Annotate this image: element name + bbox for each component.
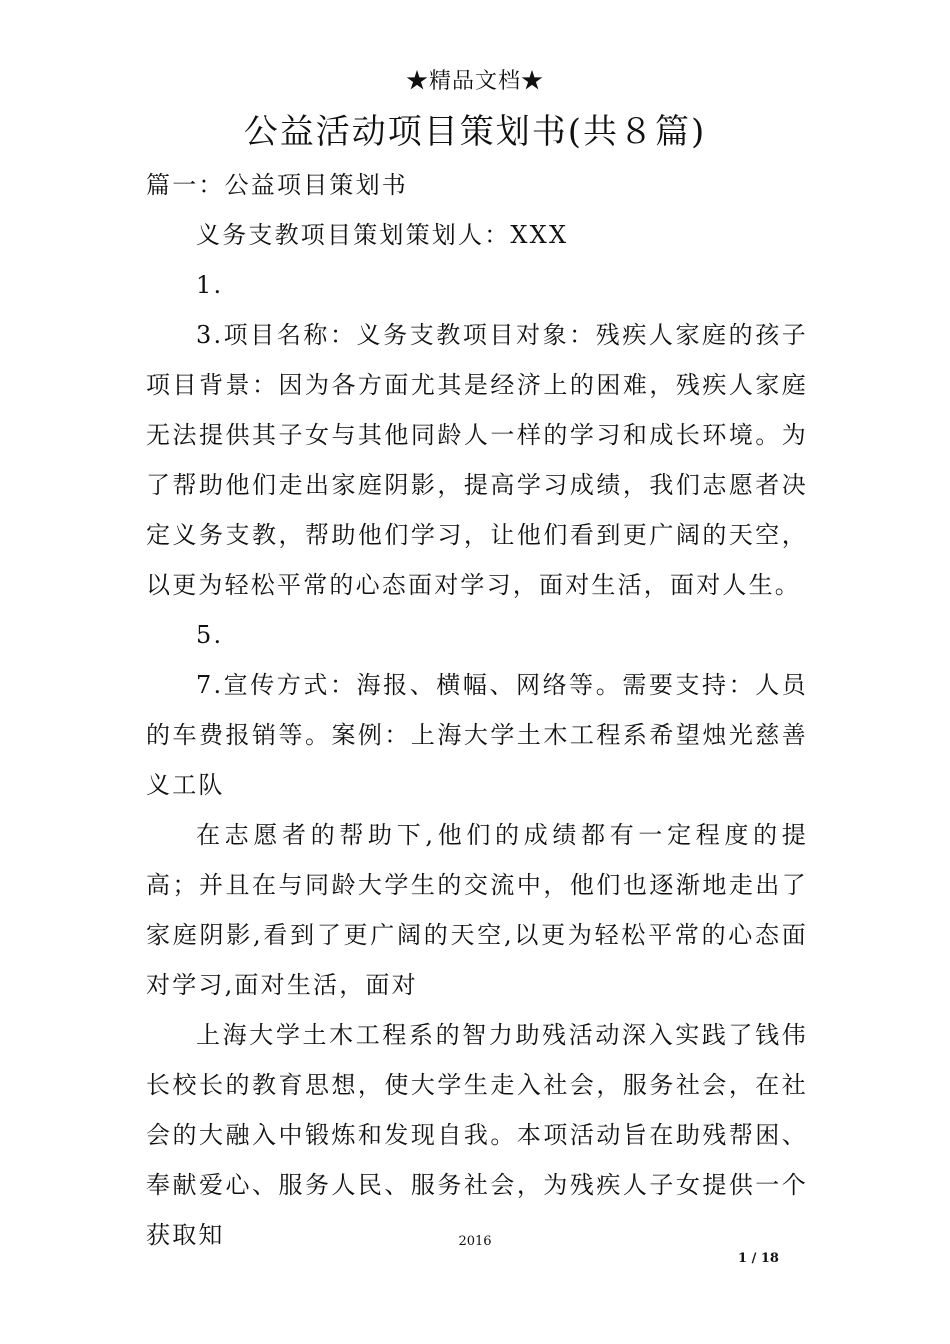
paragraph: 在志愿者的帮助下,他们的成绩都有一定程度的提高；并且在与同龄大学生的交流中，他们也逐渐地走出了家庭阴影,看到了更广阔的天空,以更为轻松平常的心态面对学习,面对生活，面对 — [146, 821, 808, 999]
paragraph: 义务支教项目策划策划人：XXX — [196, 221, 569, 249]
paragraph: 3.项目名称：义务支教项目对象：残疾人家庭的孩子项目背景：因为各方面尤其是经济上的困难，残疾人家庭无法提供其子女与其他同龄人一样的学习和成长环境。为了帮助他们走出家庭阴影，提高学习成绩，我们志愿者决定义务支教，帮助他们学习，让他们看到更广阔的天空，以更为轻松平常的心态面对学习，面对生活，面对人生。 — [146, 321, 808, 599]
paragraph: 上海大学土木工程系的智力助残活动深入实践了钱伟长校长的教育思想，使大学生走入社会，服务社会，在社会的大融入中锻炼和发现自我。本项活动旨在助残帮困、奉献爱心、服务人民、服务社会，为残疾人子女提供一个获取知 — [146, 1021, 808, 1249]
document-title: 公益活动项目策划书(共８篇) — [243, 112, 707, 152]
paragraph: 5. — [196, 621, 224, 649]
page-number: 1 / 18 — [738, 1251, 779, 1266]
header-badge: ★精品文档★ — [405, 69, 544, 94]
paragraph: 7.宣传方式：海报、横幅、网络等。需要支持：人员的车费报销等。案例：上海大学土木工程系希望烛光慈善义工队 — [146, 671, 808, 799]
footer-year: 2016 — [458, 1234, 492, 1249]
paragraph: 1. — [196, 271, 224, 299]
document-body — [146, 160, 808, 1260]
section-heading: 篇一：公益项目策划书 — [146, 171, 408, 199]
